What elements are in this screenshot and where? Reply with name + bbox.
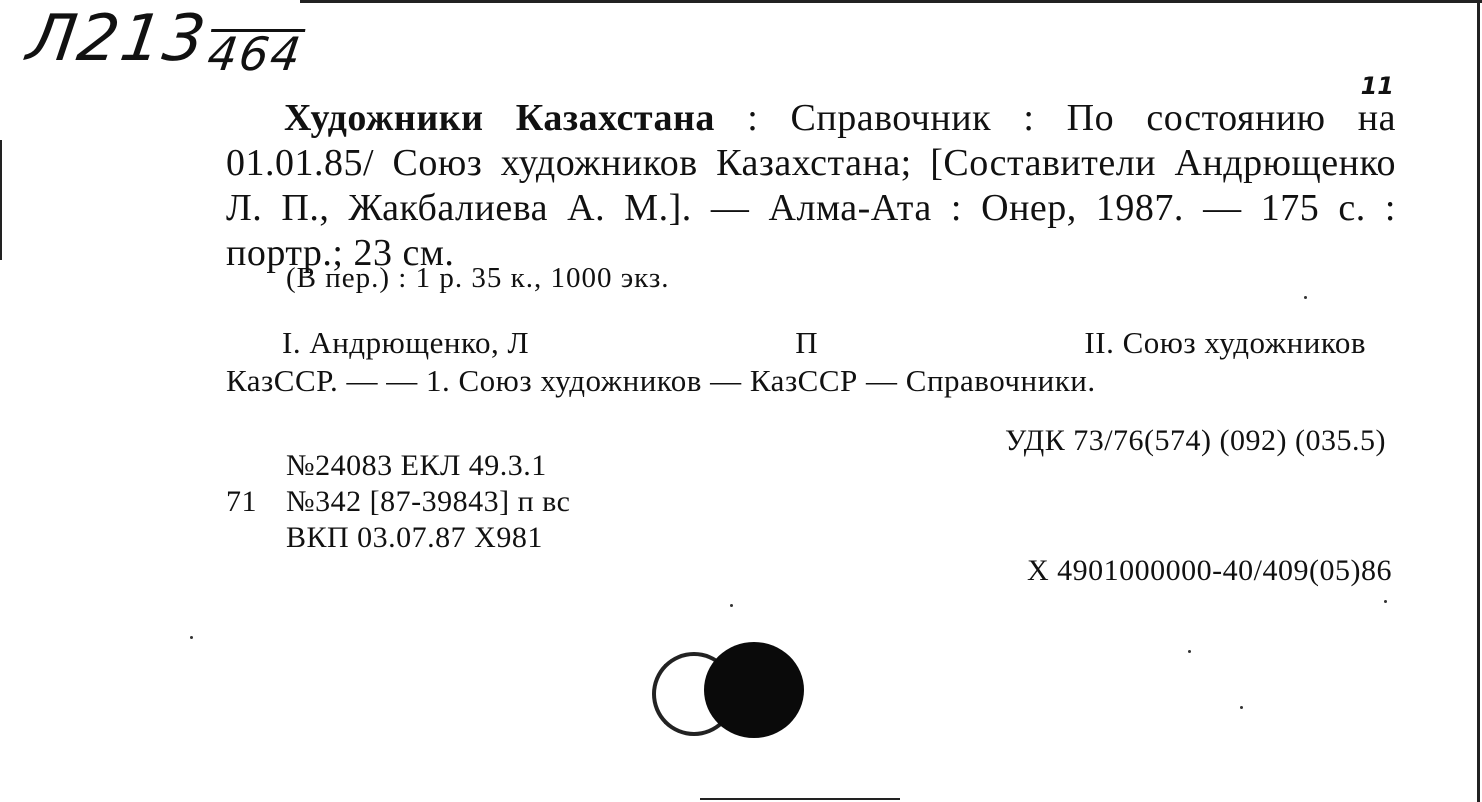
speck: [1304, 296, 1307, 299]
code-line: [226, 448, 570, 484]
tracing-initial: П: [795, 325, 819, 360]
code-line: [226, 520, 570, 556]
code-prefix: [226, 520, 286, 556]
code-prefix: [226, 448, 286, 484]
card-top-edge: [300, 0, 1482, 3]
corner-mark: 11: [1360, 72, 1394, 100]
speck: [1384, 600, 1387, 603]
tracing-row-2: КазССР. — — 1. Союз художников — КазССР — Справочники.: [226, 363, 1096, 398]
punch-hole: [704, 642, 804, 738]
code-text: №342 [87-39843] п вс: [286, 485, 571, 518]
tracing-corporate: II. Союз художников: [1084, 325, 1366, 360]
card-right-edge: [1477, 0, 1480, 802]
speck: [730, 604, 733, 607]
registration-codes: [226, 448, 570, 556]
price-line: (В пер.) : 1 р. 35 к., 1000 экз.: [286, 262, 670, 294]
bibliographic-entry: [226, 96, 1396, 276]
card-bottom-edge: [700, 798, 900, 800]
tracings: [226, 324, 1366, 400]
code-text: №24083 ЕКЛ 49.3.1: [286, 449, 547, 482]
entry-description: : Справочник : По состоянию на 01.01.85/ Союз художников Казахстана; [Составители Андрющенко Л. П., Жакбалиева А. М.]. — Алма-Ата : Онер, 1987. — 175 с. : портр.; 23 см.: [226, 97, 1396, 274]
speck: [1240, 706, 1243, 709]
speck: [190, 636, 193, 639]
speck: [1188, 650, 1191, 653]
card-left-edge: [0, 140, 2, 260]
code-prefix: 71: [226, 485, 257, 518]
entry-title: Художники Казахстана: [284, 97, 715, 139]
udk-code: УДК 73/76(574) (092) (035.5): [1005, 424, 1386, 457]
handwritten-call-number: [22, 2, 309, 81]
handwritten-main: Л213: [22, 2, 212, 76]
tracing-row-1: [226, 324, 1366, 362]
isbn-code: Х 4901000000-40/409(05)86: [1027, 554, 1392, 587]
code-text: ВКП 03.07.87 Х981: [286, 521, 543, 554]
code-line: [226, 484, 570, 520]
handwritten-sub: 464: [204, 27, 306, 81]
tracing-author: I. Андрющенко, Л: [282, 325, 529, 360]
